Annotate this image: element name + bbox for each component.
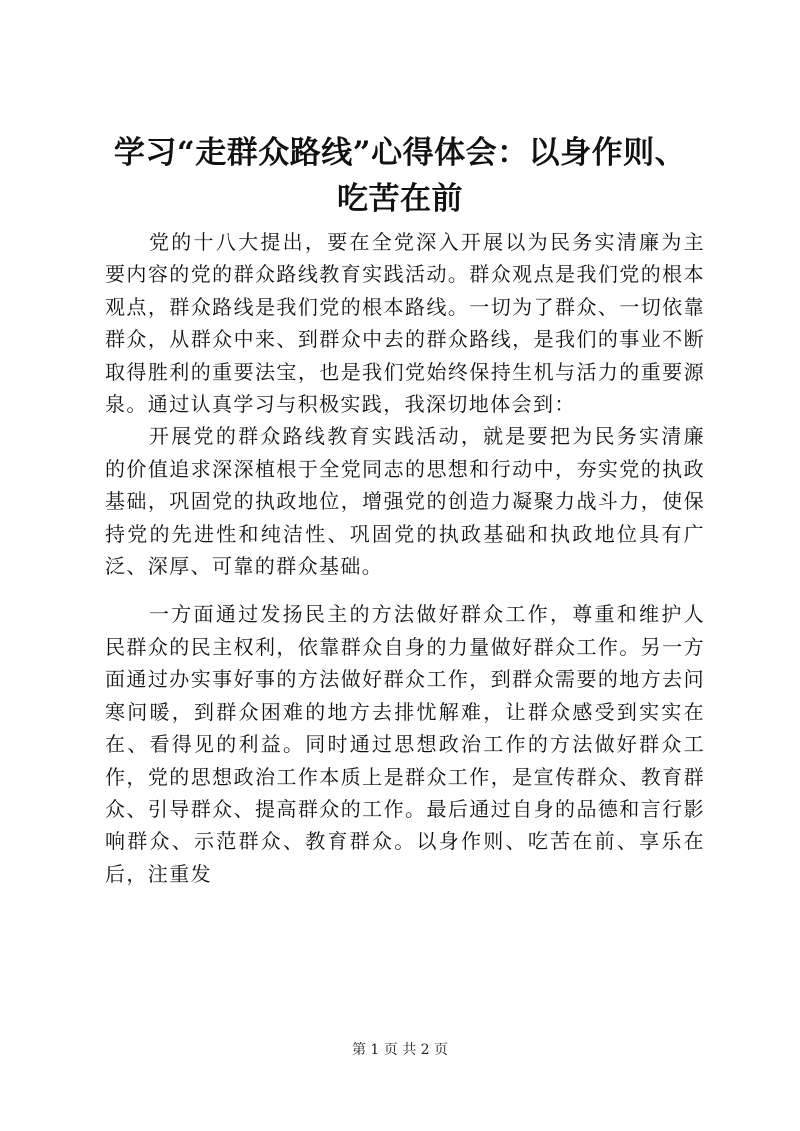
- document-body: [105, 226, 705, 890]
- page-footer: 第 1 页 共 2 页: [351, 1042, 449, 1058]
- paragraph-1: 党的十八大提出，要在全党深入开展以为民务实清廉为主要内容的党的群众路线教育实践活动。群众观点是我们党的根本观点，群众路线是我们党的根本路线。一切为了群众、一切依靠群众，从群众中来、到群众中去的群众路线，是我们的事业不断取得胜利的重要法宝，也是我们党始终保持生机与活力的重要源泉。通过认真学习与积极实践，我深切地体会到：: [105, 230, 705, 417]
- paragraph-3: 一方面通过发扬民主的方法做好群众工作，尊重和维护人民群众的民主权利，依靠群众自身的力量做好群众工作。另一方面通过办实事好事的方法做好群众工作，到群众需要的地方去问寒问暖，到群众困难的地方去排忧解难，让群众感受到实实在在、看得见的利益。同时通过思想政治工作的方法做好群众工作，党的思想政治工作本质上是群众工作，是宣传群众、教育群众、引导群众、提高群众的工作。最后通过自身的品德和言行影响群众、示范群众、教育群众。以身作则、吃苦在前、享乐在后，注重发: [105, 602, 705, 886]
- paragraph-2: 开展党的群众路线教育实践活动，就是要把为民务实清廉的价值追求深深植根于全党同志的思想和行动中，夯实党的执政基础，巩固党的执政地位，增强党的创造力凝聚力战斗力，使保持党的先进性和纯洁性、巩固党的执政基础和执政地位具有广泛、深厚、可靠的群众基础。: [105, 424, 705, 579]
- document-title: 学习“走群众路线”心得体会：以身作则、吃苦在前: [113, 135, 687, 217]
